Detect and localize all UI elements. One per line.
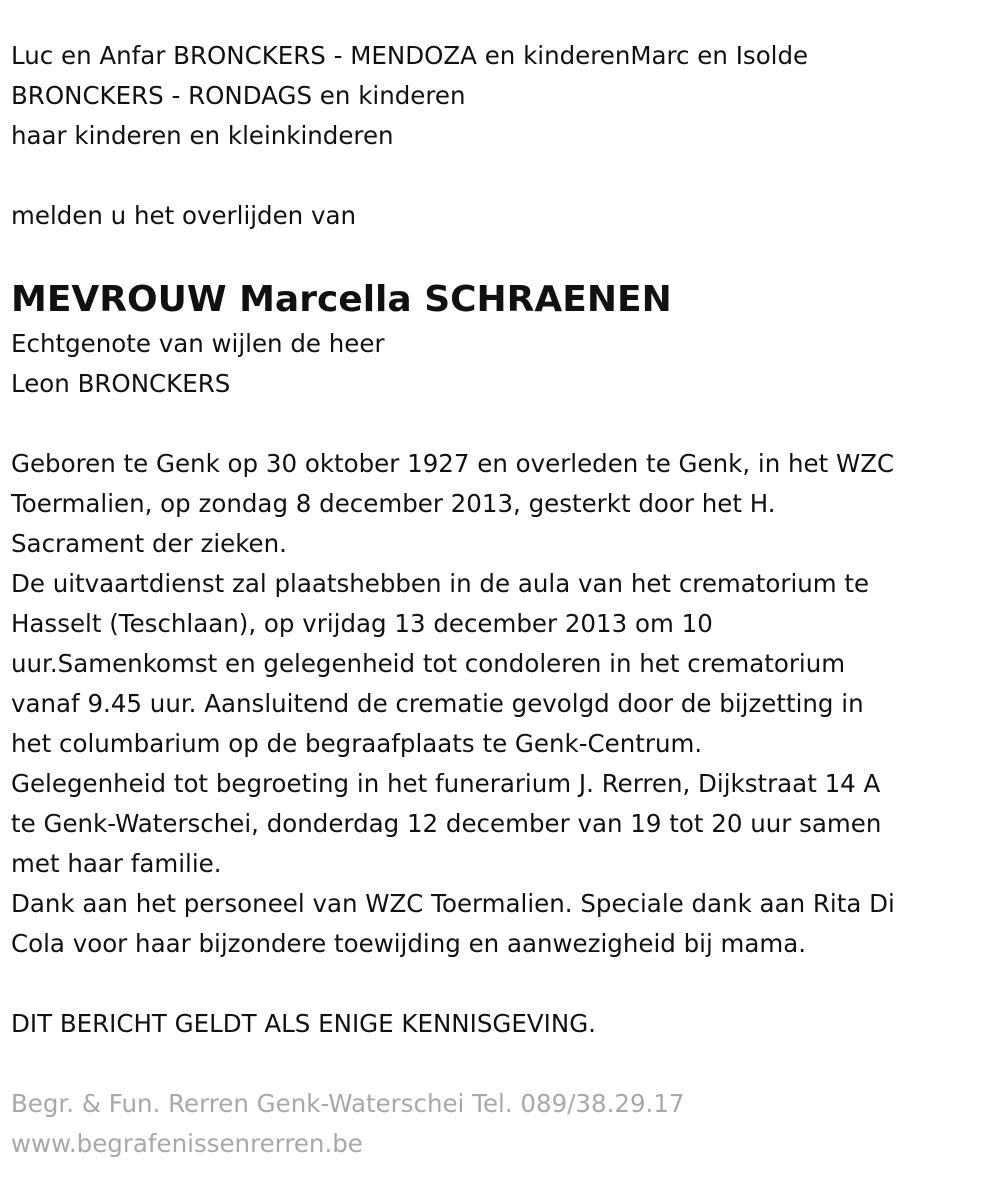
body-line: Sacrament der zieken.	[11, 529, 287, 558]
announcer-line: haar kinderen en kleinkinderen	[11, 121, 394, 150]
closing-statement: DIT BERICHT GELDT ALS ENIGE KENNISGEVING.	[11, 1009, 596, 1038]
website-link[interactable]: www.begrafenissenrerren.be	[11, 1129, 363, 1158]
announcers-block	[11, 36, 986, 156]
body-line: Cola voor haar bijzondere toewijding en aanwezigheid bij mama.	[11, 929, 807, 958]
spacer	[11, 404, 986, 444]
body-line: uur.Samenkomst en gelegenheid tot condoleren in het crematorium	[11, 649, 846, 678]
spouse-line: Echtgenote van wijlen de heer	[11, 329, 385, 358]
notice-body	[11, 444, 986, 964]
body-line: vanaf 9.45 uur. Aansluitend de crematie gevolgd door de bijzetting in	[11, 689, 864, 718]
death-notice	[11, 36, 986, 1164]
body-line: te Genk-Waterschei, donderdag 12 december van 19 tot 20 uur samen	[11, 809, 882, 838]
body-line: Dank aan het personeel van WZC Toermalien. Speciale dank aan Rita Di	[11, 889, 895, 918]
spouse-line: Leon BRONCKERS	[11, 369, 231, 398]
spacer	[11, 1044, 986, 1084]
body-line: Hasselt (Teschlaan), op vrijdag 13 december 2013 om 10	[11, 609, 713, 638]
announcer-line: BRONCKERS - RONDAGS en kinderen	[11, 81, 466, 110]
intro-text: melden u het overlijden van	[11, 201, 357, 230]
body-line: Toermalien, op zondag 8 december 2013, gesterkt door het H.	[11, 489, 776, 518]
spacer	[11, 964, 986, 1004]
spouse-block	[11, 324, 986, 404]
spacer	[11, 236, 986, 276]
body-line: De uitvaartdienst zal plaatshebben in de aula van het crematorium te	[11, 569, 870, 598]
announcer-line: Luc en Anfar BRONCKERS - MENDOZA en kinderenMarc en Isolde	[11, 41, 809, 70]
body-line: met haar familie.	[11, 849, 222, 878]
spacer	[11, 156, 986, 196]
body-line: het columbarium op de begraafplaats te Genk-Centrum.	[11, 729, 703, 758]
funeral-home-info: Begr. & Fun. Rerren Genk-Waterschei Tel. 089/38.29.17	[11, 1089, 685, 1118]
body-line: Geboren te Genk op 30 oktober 1927 en overleden te Genk, in het WZC	[11, 449, 895, 478]
footer	[11, 1084, 986, 1164]
deceased-name: MEVROUW Marcella SCHRAENEN	[11, 279, 672, 320]
body-line: Gelegenheid tot begroeting in het funerarium J. Rerren, Dijkstraat 14 A	[11, 769, 881, 798]
